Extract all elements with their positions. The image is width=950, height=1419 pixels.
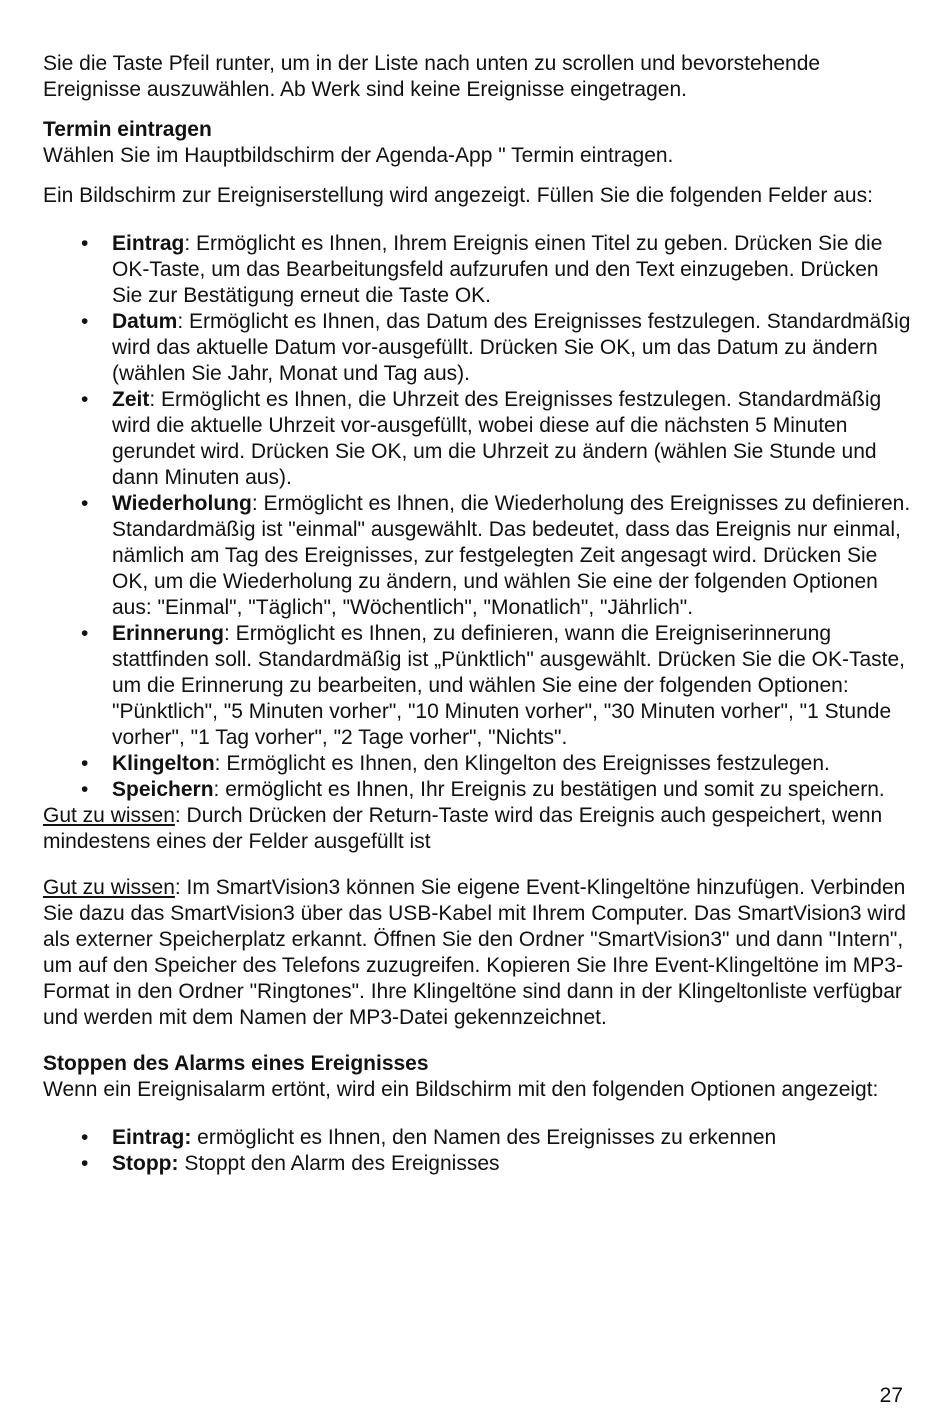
list-item: [43, 1125, 913, 1151]
tip-text: : Im SmartVision3 können Sie eigene Event-Klingeltöne hinzufügen. Verbinden Sie dazu das SmartVision3 über das USB-Kabel mit Ihrem Computer. Das SmartVision3 wird als externer Speicherplatz erkannt. Öffnen Sie den Ordner "SmartVision3" und dann "Intern", um auf den Speicher des Telefons zuzugreifen. Kopieren Sie Ihre Event-Klingeltöne im MP3-Format in den Ordner "Ringtones". Ihre Klingeltöne sind dann in der Klingeltonliste verfügbar und werden mit dem Namen der MP3-Datei gekennzeichnet.: [43, 876, 906, 1029]
list-item-text: : Ermöglicht es Ihnen, zu definieren, wann die Ereigniserinnerung stattfinden soll. Standardmäßig ist „Pünktlich" ausgewählt. Drücken Sie die OK-Taste, um die Erinnerung zu bearbeiten, und wählen Sie eine der folgenden Optionen: "Pünktlich", "5 Minuten vorher", "10 Minuten vorher", "30 Minuten vorher", "1 Stunde vorher", "1 Tag vorher", "2 Tage vorher", "Nichts".: [112, 622, 905, 749]
list-item: [43, 491, 913, 621]
page-number: 27: [879, 1384, 903, 1407]
list-item-text: ermöglicht es Ihnen, den Namen des Ereignisses zu erkennen: [191, 1126, 777, 1149]
field-list: [43, 231, 913, 803]
tip-paragraph: [43, 803, 913, 855]
section-paragraph: Ein Bildschirm zur Ereigniserstellung wird angezeigt. Füllen Sie die folgenden Felder aus:: [43, 184, 873, 207]
list-item-text: : Ermöglicht es Ihnen, Ihrem Ereignis einen Titel zu geben. Drücken Sie die OK-Taste, um das Bearbeitungsfeld aufzurufen und den Text einzugeben. Drücken Sie zur Bestätigung erneut die Taste OK.: [112, 232, 883, 307]
list-item: [43, 751, 913, 777]
list-item-term: Speichern: [112, 778, 214, 801]
tip-label: Gut zu wissen: [43, 876, 175, 899]
section-heading-termin: Termin eintragen: [43, 118, 212, 141]
list-item-term: Erinnerung: [112, 622, 225, 645]
list-item-term: Eintrag:: [112, 1126, 192, 1149]
list-item: [43, 387, 913, 491]
list-item: [43, 777, 913, 803]
alarm-option-list: [43, 1125, 913, 1177]
tip-text: : Durch Drücken der Return-Taste wird das Ereignis auch gespeichert, wenn mindestens eines der Felder ausgefüllt ist: [43, 804, 883, 853]
section-paragraph: Wenn ein Ereignisalarm ertönt, wird ein Bildschirm mit den folgenden Optionen angezeigt:: [43, 1078, 879, 1101]
list-item-term: Klingelton: [112, 752, 215, 775]
list-item-text: : ermöglicht es Ihnen, Ihr Ereignis zu bestätigen und somit zu speichern.: [213, 778, 885, 801]
list-item: [43, 1151, 913, 1177]
section-heading-alarm: Stoppen des Alarms eines Ereignisses: [43, 1052, 429, 1075]
list-item-text: : Ermöglicht es Ihnen, die Uhrzeit des Ereignisses festzulegen. Standardmäßig wird die aktuelle Uhrzeit vor-ausgefüllt, wobei diese auf die nächsten 5 Minuten gerundet wird. Drücken Sie OK, um die Uhrzeit zu ändern (wählen Sie Stunde und dann Minuten aus).: [112, 388, 882, 489]
list-item-text: : Ermöglicht es Ihnen, die Wiederholung des Ereignisses zu definieren. Standardmäßig ist "einmal" ausgewählt. Das bedeutet, dass das Ereignis nur einmal, nämlich am Tag des Ereignisses, zur festgelegten Zeit angesagt wird. Drücken Sie OK, um die Wiederholung zu ändern, und wählen Sie eine der folgenden Optionen aus: "Einmal", "Täglich", "Wöchentlich", "Monatlich", "Jährlich".: [112, 492, 911, 619]
list-item-term: Wiederholung: [112, 492, 252, 515]
list-item-text: : Ermöglicht es Ihnen, das Datum des Ereignisses festzulegen. Standardmäßig wird das aktuelle Datum vor-ausgefüllt. Drücken Sie OK, um das Datum zu ändern (wählen Sie Jahr, Monat und Tag aus).: [112, 310, 911, 385]
list-item-term: Eintrag: [112, 232, 185, 255]
list-item: [43, 231, 913, 309]
intro-paragraph: Sie die Taste Pfeil runter, um in der Liste nach unten zu scrollen und bevorstehende Ereignisse auszuwählen. Ab Werk sind keine Ereignisse eingetragen.: [43, 52, 821, 101]
section-paragraph: Wählen Sie im Hauptbildschirm der Agenda-App " Termin eintragen.: [43, 144, 674, 167]
list-item-term: Datum: [112, 310, 178, 333]
tip-paragraph: [43, 875, 913, 1031]
list-item: [43, 309, 913, 387]
document-page: [43, 51, 913, 1177]
list-item-text: Stoppt den Alarm des Ereignisses: [178, 1152, 500, 1175]
list-item-term: Stopp:: [112, 1152, 179, 1175]
list-item-term: Zeit: [112, 388, 150, 411]
list-item: [43, 621, 913, 751]
list-item-text: : Ermöglicht es Ihnen, den Klingelton des Ereignisses festzulegen.: [214, 752, 830, 775]
tip-label: Gut zu wissen: [43, 804, 175, 827]
